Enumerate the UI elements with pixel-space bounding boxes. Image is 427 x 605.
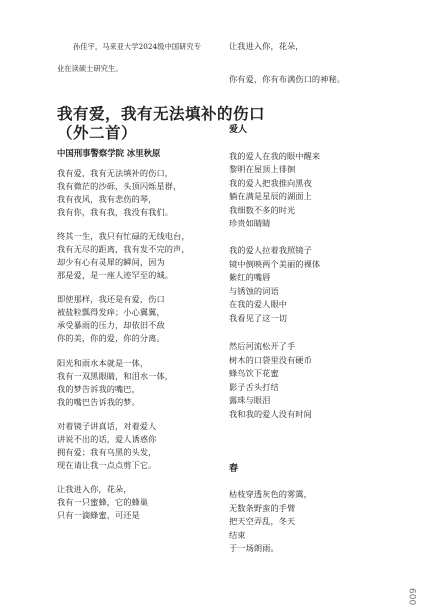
poem-line: 我的爱人拉着我照镜子 xyxy=(229,245,312,255)
poem-line: 承受暴雨的压力，却依旧不敌 xyxy=(57,320,165,330)
poem-line: 我看见了这一切 xyxy=(229,313,288,323)
poem-line: 我细数不多的时光 xyxy=(229,205,296,215)
poem-line: 只有一滴蜂蜜，可还是 xyxy=(57,510,140,520)
poem-line: 影子舌头打结 xyxy=(229,382,279,392)
section-heading-love: 爱人 xyxy=(229,125,248,135)
poem-line: 珍贵如睛睛 xyxy=(229,218,271,228)
poem-line: 阳光和雨水本就是一体， xyxy=(57,358,149,368)
poem-line: 讲说不出的话，爱人诱惑你 xyxy=(57,434,157,444)
poem-line: 让我进入你，花朵， xyxy=(57,484,132,494)
poem-line: 紫红的嘴唇 xyxy=(229,272,271,282)
poem-line: 在我的爱人眼中 xyxy=(229,299,288,309)
poem-line: 我的梦告诉我的嘴巴， xyxy=(57,384,140,394)
poem-line: 你的美，你的爱，你的分离。 xyxy=(57,333,165,343)
poem-line: 让我进入你，花朵， xyxy=(229,41,304,51)
poem-line: 对着镜子讲真话，对着爱人 xyxy=(57,421,157,431)
poem-line: 你有爱，你有布满伤口的神秘。 xyxy=(229,74,346,84)
poem-line: 结束 xyxy=(229,530,246,540)
poem-line: 却少有心有灵犀的瞬间，因为 xyxy=(57,257,165,267)
poem-line: 那是爱，是一座人迹罕至的城。 xyxy=(57,270,174,280)
poem-line: 我有爱，我有无法填补的伤口， xyxy=(57,168,174,178)
poem-line: 躺在满是星辰的湖面上 xyxy=(229,191,312,201)
poem-line: 我有微茫的沙砾，头顶闪烁星群， xyxy=(57,181,182,191)
poem-line: 露珠与眼泪 xyxy=(229,395,271,405)
poem-line: 与锈蚀的词语 xyxy=(229,286,279,296)
poem-line: 我有夜风，我有悲伤的琴， xyxy=(57,194,157,204)
poem-line: 黎明在屋顶上徘徊 xyxy=(229,164,296,174)
poem-line: 被盐粒瓢得发痒；小心翼翼， xyxy=(57,307,165,317)
poem-line: 我有无尽的距离，我有发不完的声， xyxy=(57,244,190,254)
poem-title-line-2: （外二首） xyxy=(57,123,138,142)
section-heading-spring: 春 xyxy=(229,464,239,474)
poem-line: 我有一只蜜蜂，它的蜂巢 xyxy=(57,497,149,507)
poem-line: 我的爱人在我的眼中醒来 xyxy=(229,151,321,161)
author-bio-line-1: 孙佳宇，马来亚大学2024级中国研究专 xyxy=(73,42,202,51)
poem-line: 拥有爱；我有乌黑的头发， xyxy=(57,447,157,457)
poem-line: 我有一双黑眼睛，和泪水一体， xyxy=(57,371,174,381)
poem-line: 我的嘴巴告诉我的梦。 xyxy=(57,397,140,407)
poem-author: 中国刑事警察学院 冰里秋原 xyxy=(57,148,161,158)
author-bio-line-2: 业在读硕士研究生。 xyxy=(57,64,123,73)
poem-line: 现在请让我一点点剪下它。 xyxy=(57,460,157,470)
poem-line: 我有你，我有我，我没有我们。 xyxy=(57,207,174,217)
poem-line: 于一场朗雨。 xyxy=(229,543,279,553)
poem-line: 然后河流松开了手 xyxy=(229,341,296,351)
poem-line: 无数条野蛮的手臂 xyxy=(229,503,296,513)
poem-line: 镜中倒映两个美丽的裸体 xyxy=(229,259,321,269)
poem-line: 我和我的爱人没有时间 xyxy=(229,409,312,419)
poem-title-line-1: 我有爱，我有无法填补的伤口 xyxy=(57,104,266,123)
poem-line: 即使那样，我还是有爱，伤口 xyxy=(57,294,165,304)
poem-line: 终其一生，我只有忙碌的无线电台， xyxy=(57,231,190,241)
poem-line: 蜂鸟饮下花蜜 xyxy=(229,368,279,378)
poem-line: 树木的口袋里没有硬币 xyxy=(229,355,312,365)
page-number: 009 xyxy=(409,588,419,605)
poem-line: 枯枝穿透灰色的雾霭， xyxy=(229,489,312,499)
poem-line: 把天空弄乱，冬天 xyxy=(229,516,296,526)
poem-line: 我的爱人把我推向黑夜 xyxy=(229,178,312,188)
